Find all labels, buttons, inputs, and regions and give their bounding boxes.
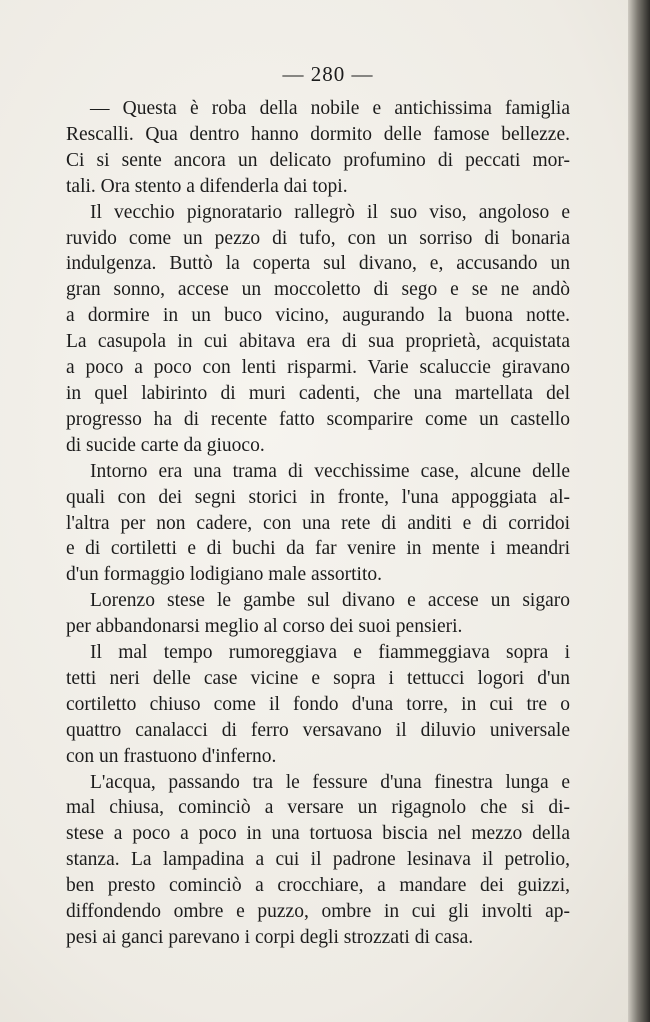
text-line: d'un formaggio lodigiano male assortito. — [66, 564, 382, 586]
text-line: con un frastuono d'inferno. — [66, 745, 277, 767]
text-line: a poco a poco con lenti risparmi. Varie scaluccie giravano — [66, 357, 570, 379]
text-line: quattro canalacci di ferro versavano il diluvio universale — [66, 719, 570, 741]
text-line: tali. Ora stento a difenderla dai topi. — [66, 175, 348, 197]
text-line: — Questa è roba della nobile e antichissima famiglia — [90, 98, 570, 119]
text-line: ruvido come un pezzo di tufo, con un sorriso di bonaria — [66, 227, 570, 249]
text-line: in quel labirinto di muri cadenti, che una martellata del — [66, 382, 570, 404]
paragraph — [66, 640, 570, 770]
text-line: per abbandonarsi meglio al corso dei suoi pensieri. — [66, 616, 463, 638]
text-line: stanza. La lampadina a cui il padrone lesinava il petrolio, — [66, 849, 570, 871]
text-line: Intorno era una trama di vecchissime case, alcune delle — [90, 460, 570, 482]
text-line: cortiletto chiuso come il fondo d'una torre, in cui tre o — [66, 693, 570, 715]
text-line: e di cortiletti e di buchi da far venire in mente i meandri — [66, 538, 570, 560]
text-line: ben presto cominciò a crocchiare, a mandare dei guizzi, — [66, 875, 570, 897]
text-line: Il mal tempo rumoreggiava e fiammeggiava sopra i — [90, 642, 570, 664]
text-line: diffondendo ombre e puzzo, ombre in cui gli involti ap- — [66, 901, 570, 923]
text-line: Rescalli. Qua dentro hanno dormito delle famose bellezze. — [66, 123, 570, 145]
text-line: Lorenzo stese le gambe sul divano e accese un sigaro — [90, 590, 570, 612]
text-line: a dormire in un buco vicino, augurando la buona notte. — [66, 305, 570, 327]
text-line: gran sonno, accese un moccoletto di sego e se ne andò — [66, 279, 570, 301]
paragraph — [66, 200, 570, 459]
text-line: mal chiusa, cominciò a versare un rigagnolo che si di- — [66, 797, 570, 819]
text-line: indulgenza. Buttò la coperta sul divano, e, accusando un — [66, 253, 570, 275]
paragraph — [66, 459, 570, 589]
book-spine-shadow — [628, 0, 650, 1022]
text-line: pesi ai ganci parevano i corpi degli strozzati di casa. — [66, 927, 474, 948]
text-line: Ci si sente ancora un delicato profumino di peccati mor- — [66, 149, 570, 171]
text-line: Il vecchio pignoratario rallegrò il suo viso, angoloso e — [90, 201, 570, 223]
body-text — [66, 96, 570, 951]
text-line: progresso ha di recente fatto scomparire come un castello — [66, 408, 570, 430]
text-line: di sucide carte da giuoco. — [66, 434, 265, 456]
paragraph — [66, 96, 570, 200]
page-number: — 280 — — [282, 62, 374, 86]
text-line: quali con dei segni storici in fronte, l'una appoggiata al- — [66, 486, 570, 508]
paragraph — [66, 770, 570, 951]
text-line: La casupola in cui abitava era di sua proprietà, acquistata — [66, 331, 570, 353]
text-line: l'altra per non cadere, con una rete di anditi e di corridoi — [66, 512, 570, 534]
text-line: stese a poco a poco in una tortuosa biscia nel mezzo della — [66, 823, 570, 845]
text-line: L'acqua, passando tra le fessure d'una finestra lunga e — [90, 771, 570, 793]
text-line: tetti neri delle case vicine e sopra i tettucci logori d'un — [66, 667, 570, 689]
paragraph — [66, 588, 570, 640]
